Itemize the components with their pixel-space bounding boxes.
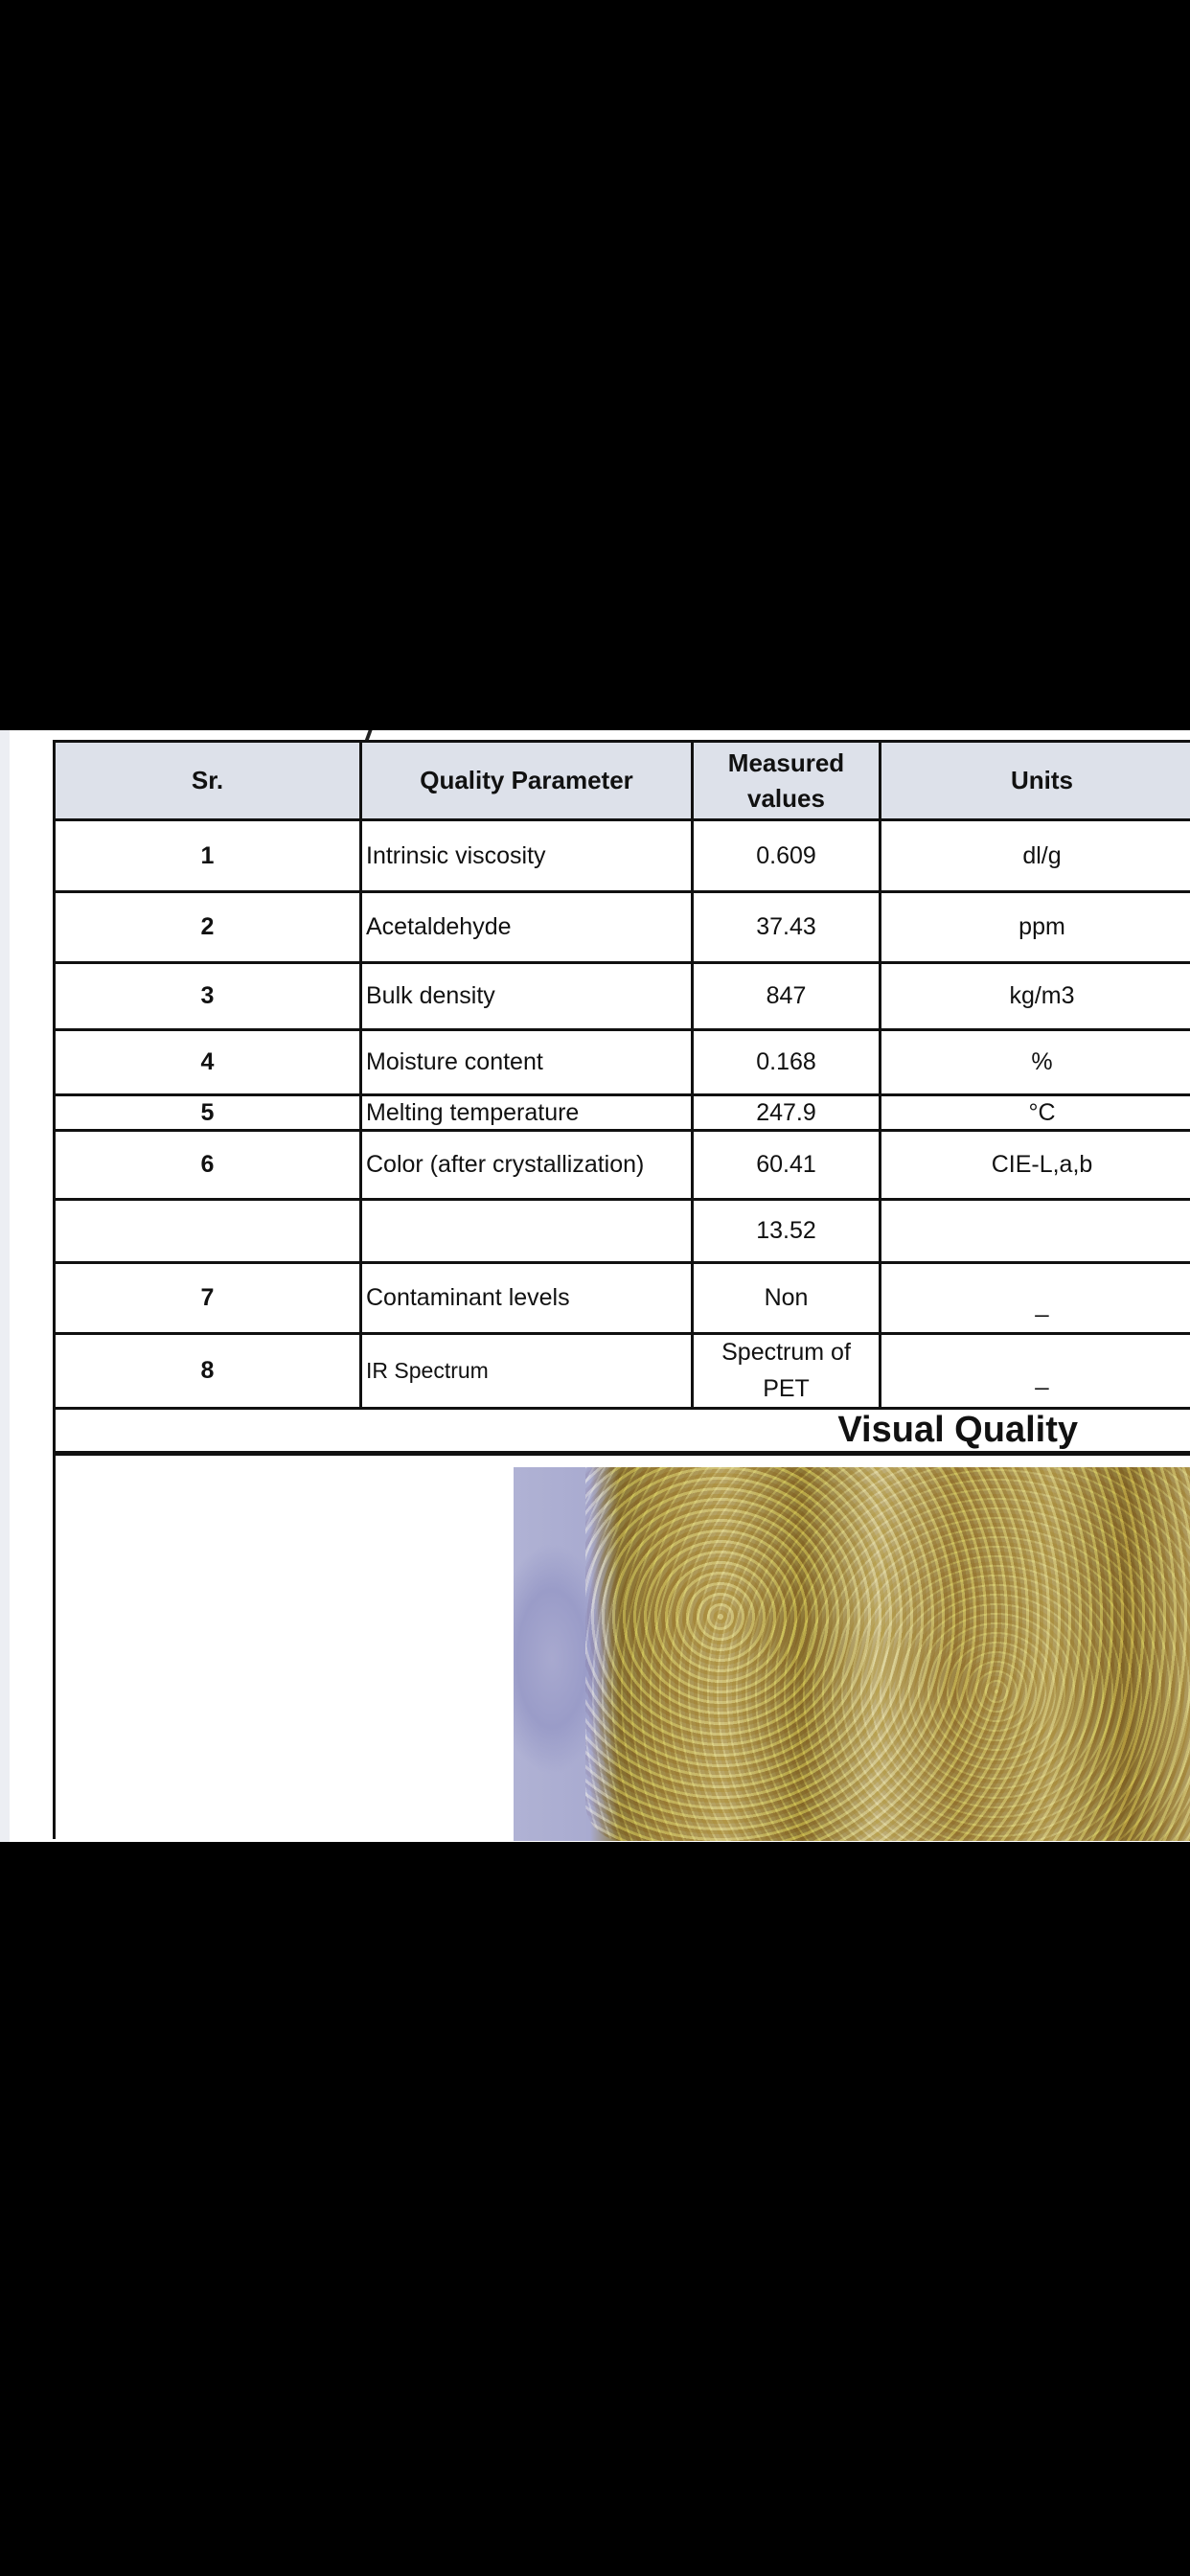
table-row	[55, 892, 1190, 963]
cell-value: 37.43	[693, 892, 881, 963]
cell-parameter: Intrinsic viscosity	[361, 820, 693, 892]
cell-sr: 5	[55, 1095, 361, 1131]
header-units: Units	[881, 742, 1190, 820]
cell-value: 0.609	[693, 820, 881, 892]
pet-flakes-photo	[514, 1467, 1190, 1841]
table-row	[55, 963, 1190, 1030]
cell-parameter: Contaminant levels	[361, 1263, 693, 1334]
cell-sr	[55, 1200, 361, 1263]
cell-parameter	[361, 1200, 693, 1263]
table-row	[55, 1131, 1190, 1200]
cell-sr: 4	[55, 1030, 361, 1095]
cell-sr: 8	[55, 1334, 361, 1409]
visual-quality-title: Visual Quality	[55, 1409, 1190, 1454]
visual-quality-image-cell	[55, 1454, 1190, 1840]
quality-table	[53, 740, 1190, 1839]
cell-value: 60.41	[693, 1131, 881, 1200]
cell-unit: dl/g	[881, 820, 1190, 892]
cell-value: 13.52	[693, 1200, 881, 1263]
cell-value: Spectrum of PET	[693, 1334, 881, 1409]
cell-sr: 1	[55, 820, 361, 892]
cell-unit	[881, 1200, 1190, 1263]
cell-unit: °C	[881, 1095, 1190, 1131]
table-row	[55, 1334, 1190, 1409]
header-sr: Sr.	[55, 742, 361, 820]
header-parameter: Quality Parameter	[361, 742, 693, 820]
cell-value: 247.9	[693, 1095, 881, 1131]
cell-unit: _	[881, 1263, 1190, 1334]
document-page	[0, 730, 1190, 1842]
cell-value: 847	[693, 963, 881, 1030]
cell-sr: 3	[55, 963, 361, 1030]
table-row	[55, 1200, 1190, 1263]
table-row	[55, 1263, 1190, 1334]
visual-quality-image-row	[55, 1454, 1190, 1840]
cell-value: Non	[693, 1263, 881, 1334]
cell-parameter: Acetaldehyde	[361, 892, 693, 963]
cell-unit: _	[881, 1334, 1190, 1409]
table-header-row	[55, 742, 1190, 820]
cell-value: 0.168	[693, 1030, 881, 1095]
cell-unit: CIE-L,a,b	[881, 1131, 1190, 1200]
page-edge	[0, 730, 10, 1842]
table-row	[55, 820, 1190, 892]
table-row	[55, 1030, 1190, 1095]
cell-parameter: IR Spectrum	[361, 1334, 693, 1409]
cell-unit: kg/m3	[881, 963, 1190, 1030]
cell-unit: ppm	[881, 892, 1190, 963]
cell-parameter: Bulk density	[361, 963, 693, 1030]
cell-parameter: Melting temperature	[361, 1095, 693, 1131]
cell-sr: 7	[55, 1263, 361, 1334]
cell-sr: 2	[55, 892, 361, 963]
cell-parameter: Color (after crystallization)	[361, 1131, 693, 1200]
cell-sr: 6	[55, 1131, 361, 1200]
table-row	[55, 1095, 1190, 1131]
cell-unit: %	[881, 1030, 1190, 1095]
visual-quality-row	[55, 1409, 1190, 1454]
header-measured: Measured values	[693, 742, 881, 820]
cell-parameter: Moisture content	[361, 1030, 693, 1095]
